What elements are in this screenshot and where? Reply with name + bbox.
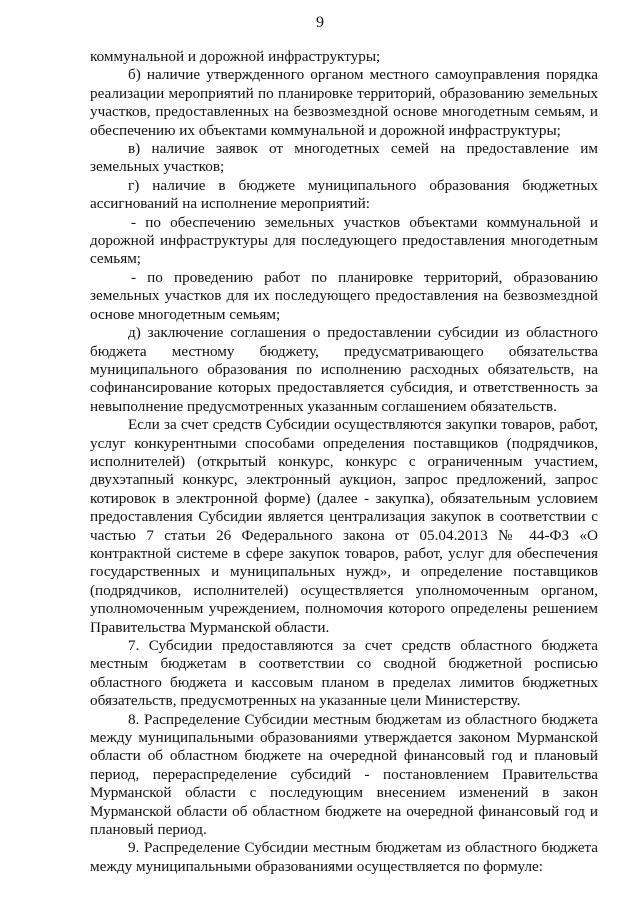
paragraph-item-b: б) наличие утвержденного органом местного самоуправления порядка реализации мероприятий по планировке территорий, образованию земельных участков, предоставленных на безвозмездной основе многодетным семьям, и обеспечению их объектами коммунальной и дорожной инфраструктуры; (90, 66, 598, 139)
paragraph-clause-7: 7. Субсидии предоставляются за счет средств областного бюджета местным бюджетам в соответствии со сводной бюджетной росписью областного бюджета и кассовым планом в пределах лимитов бюджетных обязательств, предусмотренных на указанные цели Министерству. (90, 637, 598, 710)
paragraph-item-g-dash-2: - по проведению работ по планировке территорий, образованию земельных участков для их последующего предоставления на безвозмездной основе многодетным семьям; (90, 268, 598, 323)
document-body (90, 48, 598, 876)
paragraph-clause-9: 9. Распределение Субсидии местным бюджетам из областного бюджета между муниципальными образованиями осуществляется по формуле: (90, 839, 598, 875)
paragraph-item-g-dash-1: - по обеспечению земельных участков объектами коммунальной и дорожной инфраструктуры для последующего предоставления многодетным семьям; (90, 213, 598, 268)
paragraph-procurement: Если за счет средств Субсидии осуществляются закупки товаров, работ, услуг конкурентными способами определения поставщиков (подрядчиков, исполнителей) (открытый конкурс, конкурс с ограниченным участием, двухэтапный конкурс, электронный аукцион, запрос предложений, запрос котировок в электронной форме) (далее - закупка), обязательным условием предоставления Субсидии является централизация закупок в соответствии с частью 7 статьи 26 Федерального закона от 05.04.2013 № 44-ФЗ «О контрактной системе в сфере закупок товаров, работ, услуг для обеспечения государственных и муниципальных нужд», и определение поставщиков (подрядчиков, исполнителей) осуществляется уполномоченным органом, уполномоченным учреждением, полномочия которого определены решением Правительства Мурманской области. (90, 416, 598, 636)
paragraph-item-g: г) наличие в бюджете муниципального образования бюджетных ассигнований на исполнение мероприятий: (90, 176, 598, 213)
paragraph-clause-8: 8. Распределение Субсидии местным бюджетам из областного бюджета между муниципальными образованиями утверждается законом Мурманской области об областном бюджете на очередной финансовый год и плановый период, перераспределение субсидий - постановлением Правительства Мурманской области с последующим внесением изменений в закон Мурманской области об областном бюджете на очередной финансовый год и плановый период. (90, 710, 598, 839)
page-number: 9 (316, 14, 324, 31)
paragraph-item-v: в) наличие заявок от многодетных семей на предоставление им земельных участков; (90, 140, 598, 176)
paragraph-continuation: коммунальной и дорожной инфраструктуры; (90, 48, 381, 65)
paragraph-item-d: д) заключение соглашения о предоставлении субсидии из областного бюджета местному бюджету, предусматривающего обязательства муниципального образования по исполнению расходных обязательств, на софинансирование которых предоставляется субсидия, и ответственность за невыполнение предусмотренных указанным соглашением обязательств. (90, 324, 598, 415)
